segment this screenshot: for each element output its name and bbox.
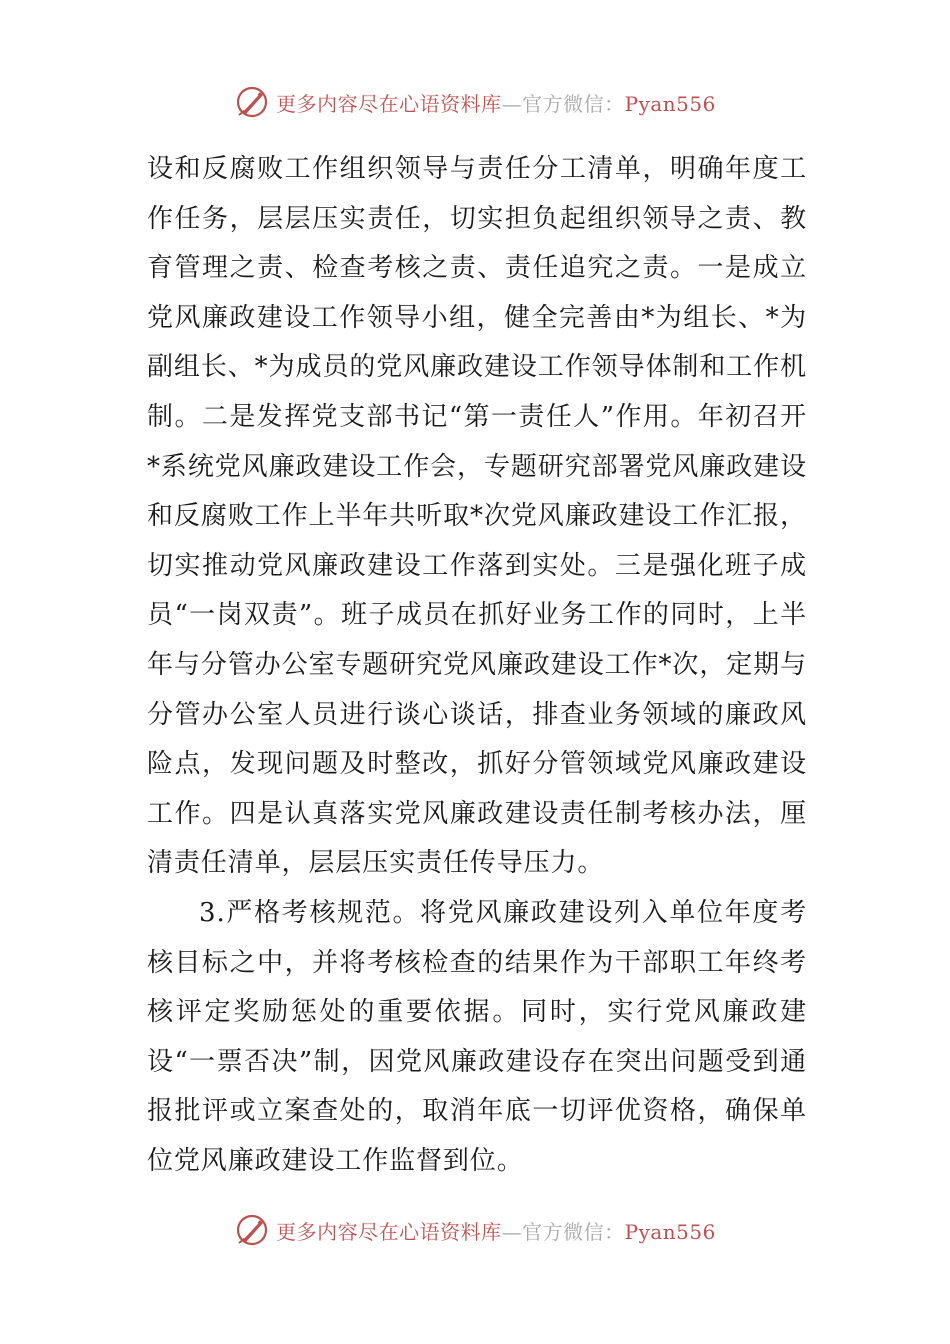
paragraph-continued: 设和反腐败工作组织领导与责任分工清单，明确年度工作任务，层层压实责任，切实担负起组织领导之责、教育管理之责、检查考核之责、责任追究之责。一是成立党风廉政建设工作领导小组，健全完善由*为组长、*为副组长、*为成员的党风廉政建设工作领导体制和工作机制。二是发挥党支部书记“第一责任人”作用。年初召开*系统党风廉政建设工作会，专题研究部署党风廉政建设和反腐败工作上半年共听取*次党风廉政建设工作汇报，切实推动党风廉政建设工作落到实处。三是强化班子成员“一岗双责”。班子成员在抓好业务工作的同时，上半年与分管办公室专题研究党风廉政建设工作*次，定期与分管办公室人员进行谈心谈话，排查业务领域的廉政风险点，发现问题及时整改，抓好分管领域党风廉政建设工作。四是认真落实党风廉政建设责任制考核办法，厘清责任清单，层层压实责任传导压力。 — [147, 154, 807, 879]
quill-logo-icon — [234, 84, 270, 120]
watermark-wechat-label: 官方微信： — [522, 91, 625, 116]
watermark-wechat-id: Pyan556 — [624, 91, 716, 116]
watermark-brand: 更多内容尽在心语资料库 — [276, 91, 502, 116]
watermark-separator: — — [501, 1219, 523, 1244]
watermark-brand: 更多内容尽在心语资料库 — [276, 1219, 502, 1244]
paragraph-section-3: 3.严格考核规范。将党风廉政建设列入单位年度考核目标之中，并将考核检查的结果作为干部职工年终考核评定奖励惩处的重要依据。同时，实行党风廉政建设“一票否决”制，因党风廉政建设存在突出问题受到通报批评或立案查处的，取消年底一切评优资格，确保单位党风廉政建设工作监督到位。 — [147, 897, 807, 1176]
footer-watermark — [0, 1210, 950, 1250]
watermark-wechat-id: Pyan556 — [624, 1219, 716, 1244]
header-watermark — [0, 82, 950, 122]
watermark-separator: — — [501, 91, 523, 116]
quill-logo-icon — [234, 1212, 270, 1248]
watermark-wechat-label: 官方微信： — [522, 1219, 625, 1244]
document-body — [147, 145, 807, 1186]
watermark-text — [276, 1216, 716, 1245]
watermark-text — [276, 88, 716, 117]
